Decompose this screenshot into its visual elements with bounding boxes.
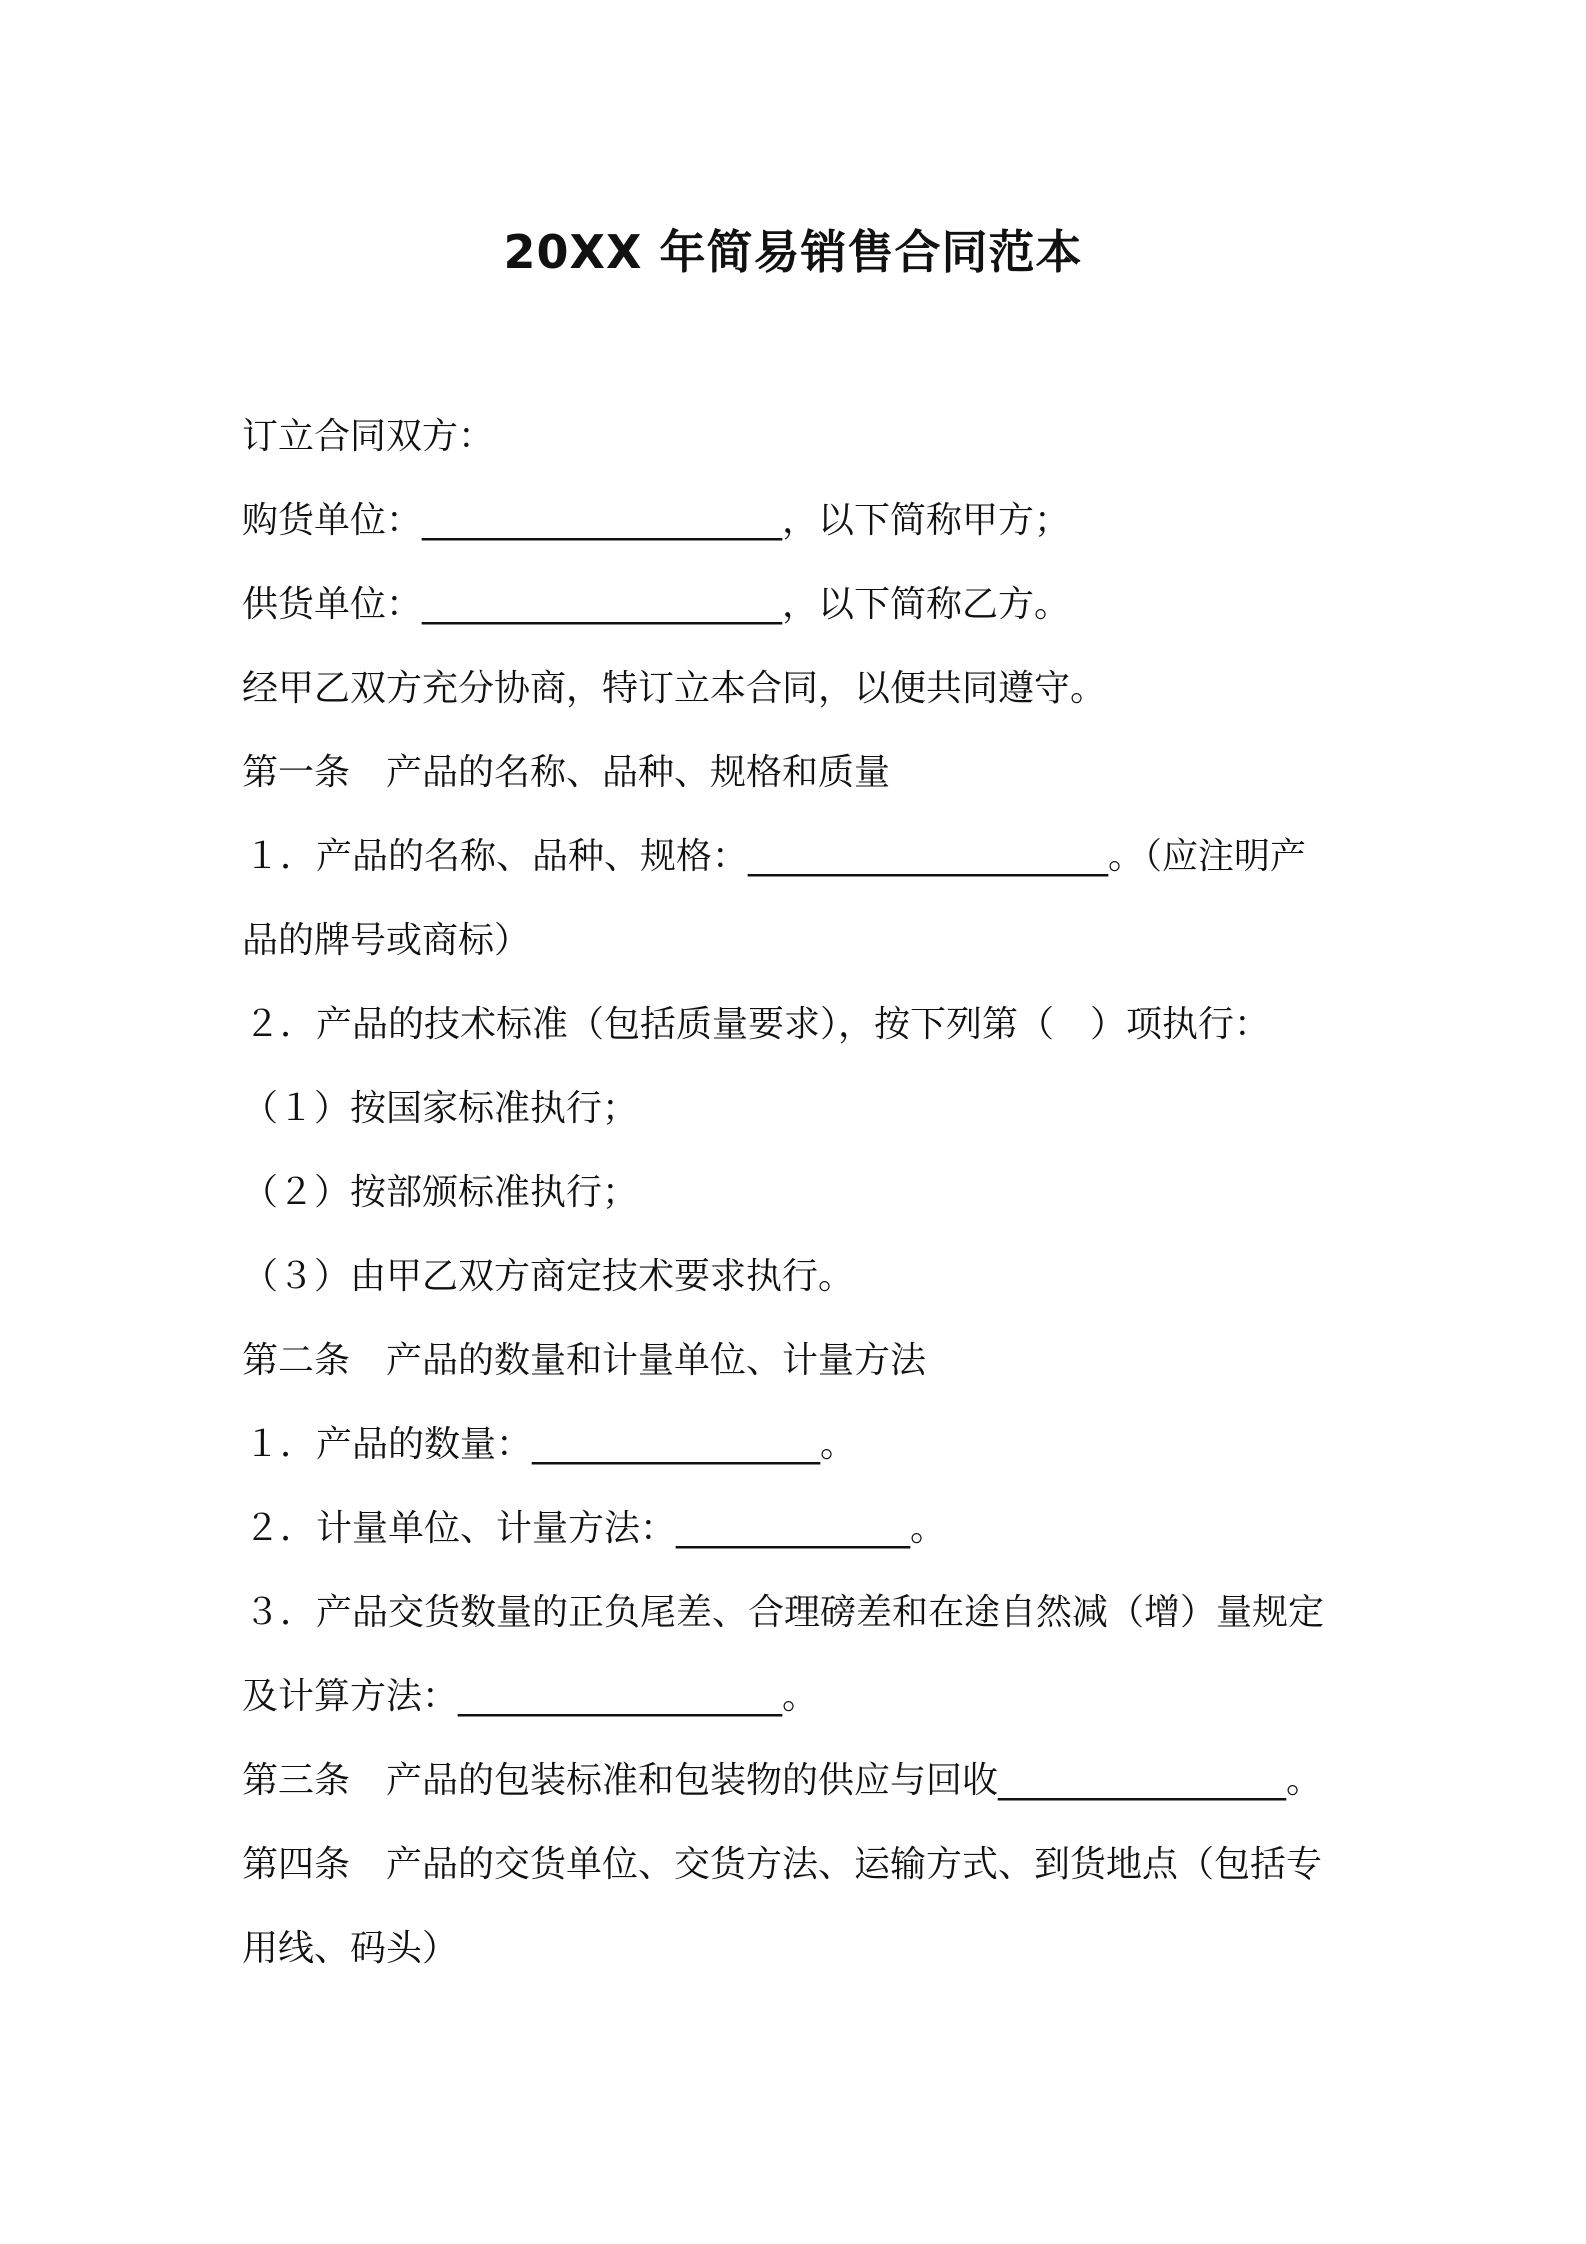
- article-4-heading: 第四条 产品的交货单位、交货方法、运输方式、到货地点（包括专: [242, 1844, 1323, 1885]
- standard-option-1: （１）按国家标准执行；: [242, 1088, 639, 1129]
- buyer-line: 购货单位：____________________，以下简称甲方；: [242, 500, 1071, 541]
- standard-option-2: （２）按部颁标准执行；: [242, 1172, 639, 1213]
- article-2-item-3: ３．产品交货数量的正负尾差、合理磅差和在途自然减（增）量规定: [244, 1592, 1325, 1633]
- article-2-item-2: ２．计量单位、计量方法：_____________。: [244, 1508, 947, 1549]
- standard-option-3: （３）由甲乙双方商定技术要求执行。: [242, 1256, 855, 1297]
- article-2-heading: 第二条 产品的数量和计量单位、计量方法: [242, 1340, 927, 1381]
- article-2-item-3-continued: 及计算方法：__________________。: [242, 1676, 819, 1717]
- article-1-item-2: ２．产品的技术标准（包括质量要求），按下列第（ ）项执行：: [244, 1004, 1271, 1045]
- agreement-statement: 经甲乙双方充分协商，特订立本合同，以便共同遵守。: [242, 668, 1107, 709]
- article-1-heading: 第一条 产品的名称、品种、规格和质量: [242, 752, 891, 793]
- article-4-heading-continued: 用线、码头）: [242, 1928, 459, 1969]
- article-3-heading: 第三条 产品的包装标准和包装物的供应与回收________________。: [242, 1760, 1323, 1801]
- article-1-item-1-continued: 品的牌号或商标）: [242, 920, 531, 961]
- document-title: 20XX 年简易销售合同范本: [503, 225, 1083, 279]
- article-2-item-1: １．产品的数量：________________。: [244, 1424, 857, 1465]
- contract-parties-heading: 订立合同双方：: [242, 416, 495, 457]
- supplier-line: 供货单位：____________________，以下简称乙方。: [242, 584, 1071, 625]
- article-1-item-1: １．产品的名称、品种、规格：____________________。（应注明产: [244, 836, 1307, 877]
